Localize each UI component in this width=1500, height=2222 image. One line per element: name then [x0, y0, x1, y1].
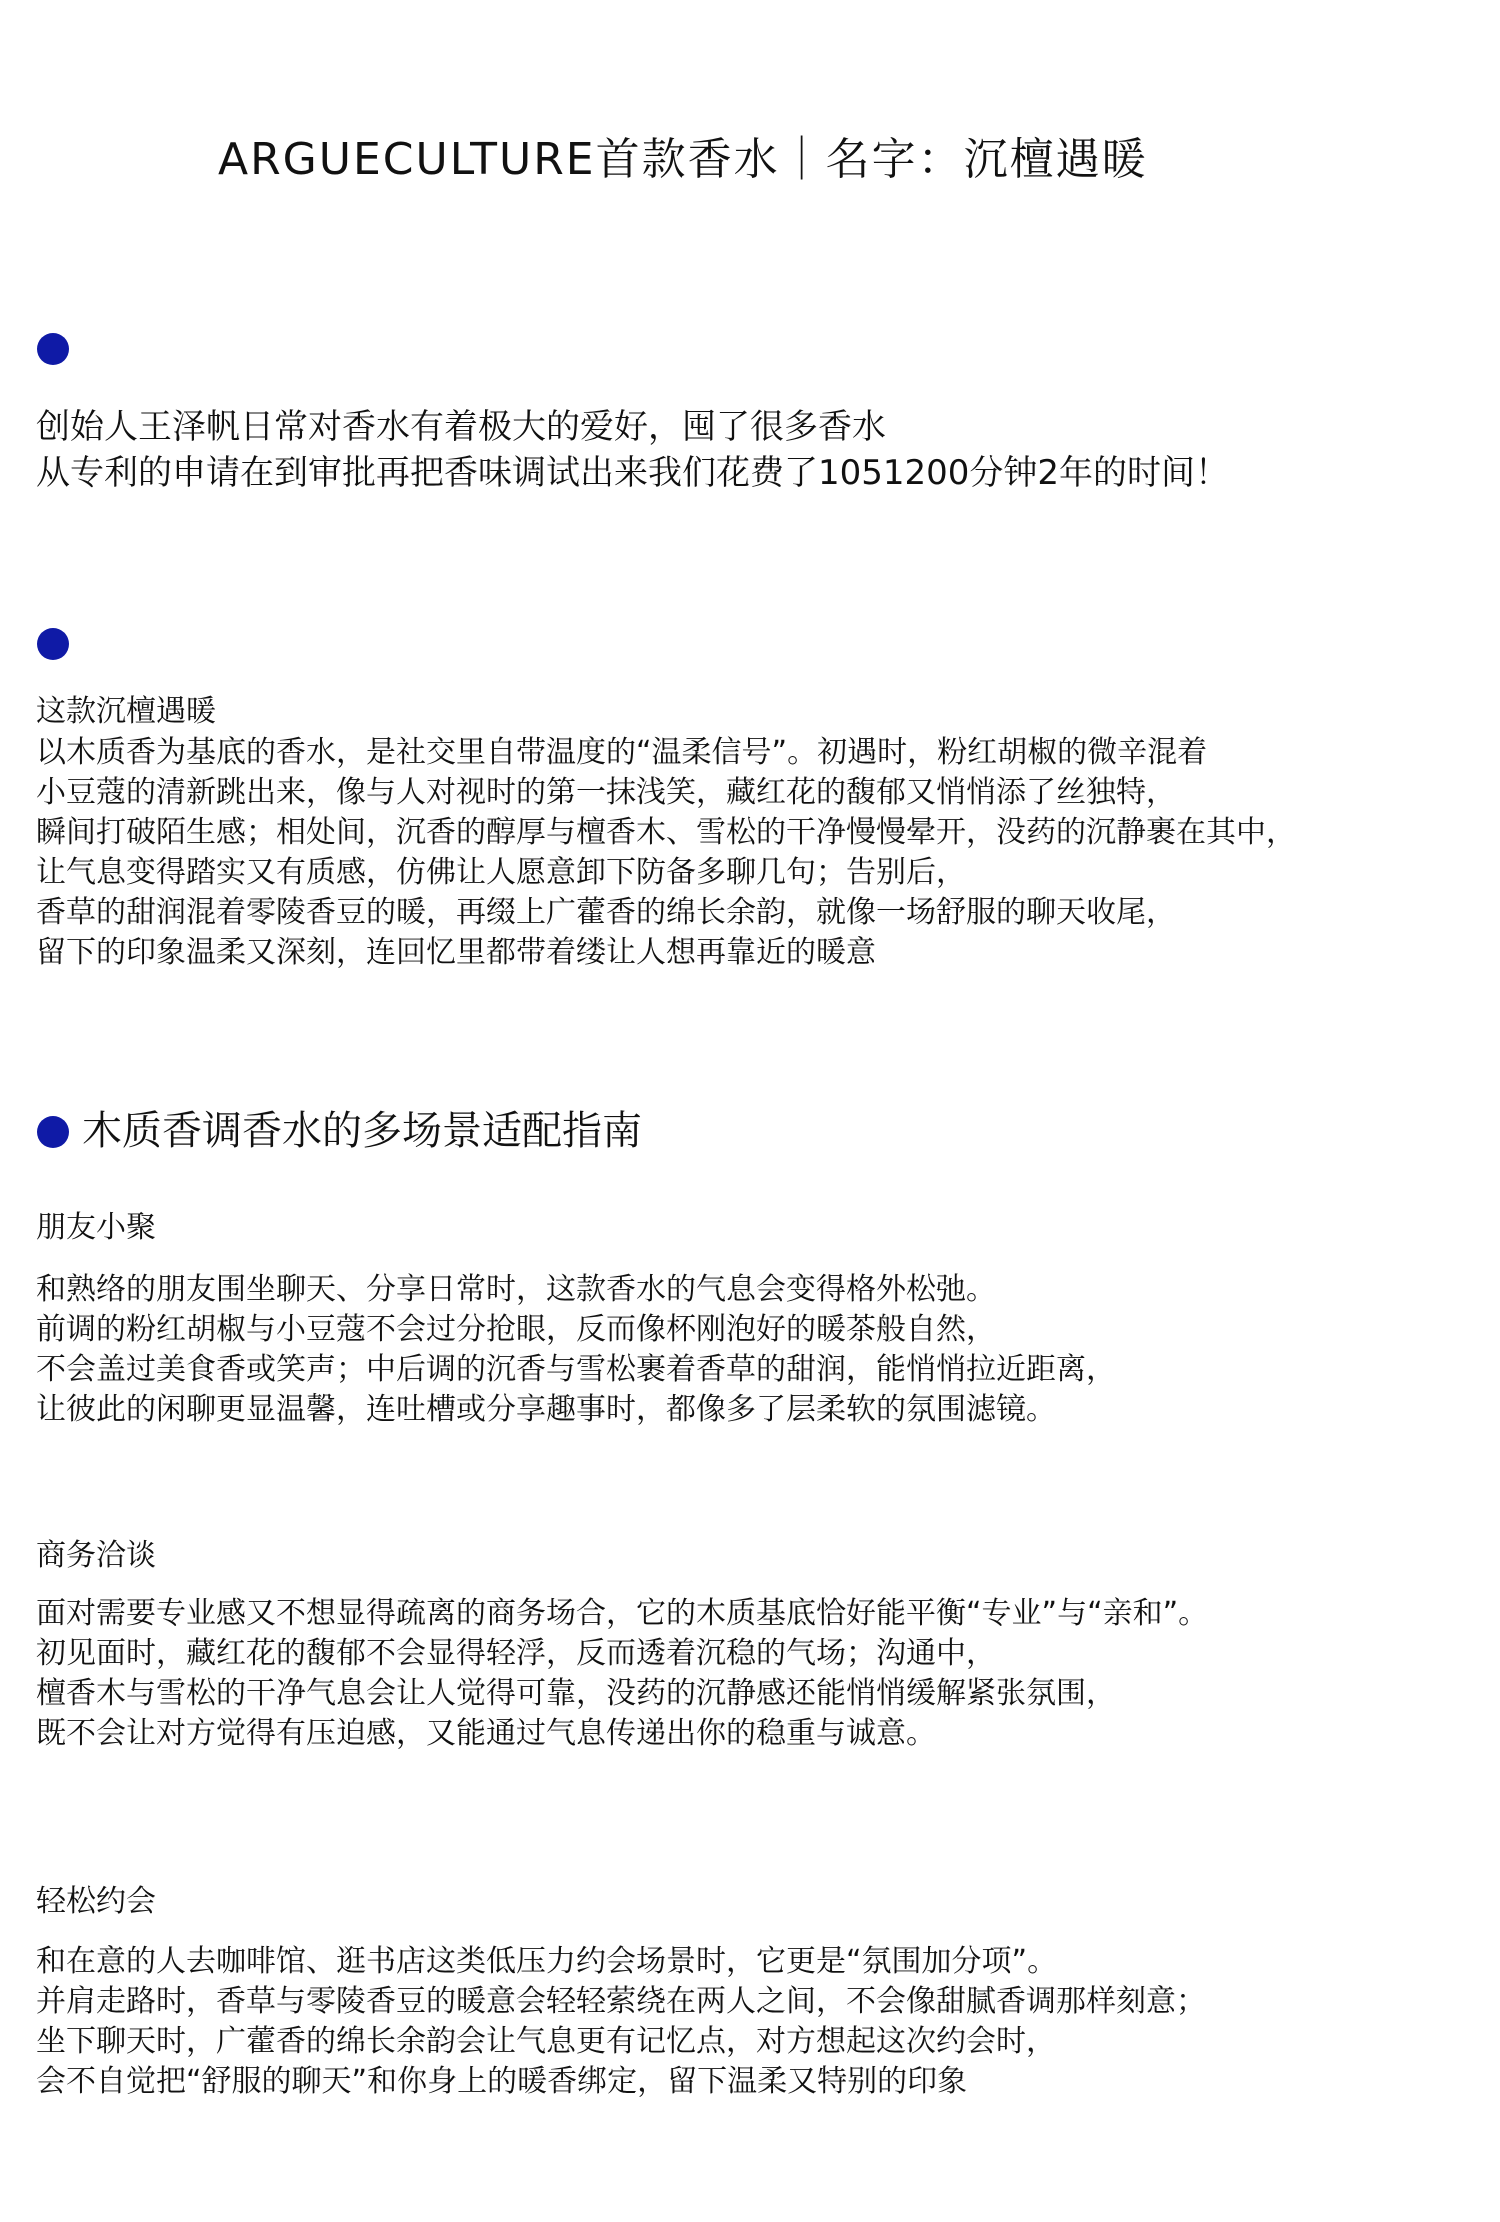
description-heading: 这款沉檀遇暖: [36, 694, 216, 729]
scene-body-business: [36, 1594, 1208, 1754]
scene-line: 前调的粉红胡椒与小豆蔻不会过分抢眼，反而像杯刚泡好的暖茶般自然，: [36, 1312, 996, 1347]
scene-heading-date: 轻松约会: [36, 1884, 156, 1919]
intro-line: 从专利的申请在到审批再把香味调试出来我们花费了1051200分钟2年的时间！: [36, 453, 1230, 493]
scene-body-friends: [36, 1270, 1116, 1430]
scene-line: 檀香木与雪松的干净气息会让人觉得可靠，没药的沉静感还能悄悄缓解紧张氛围，: [36, 1676, 1116, 1711]
founder-intro: [36, 404, 1229, 496]
bullet-dot-icon: [37, 628, 69, 660]
description-line: 小豆蔻的清新跳出来，像与人对视时的第一抹浅笑，藏红花的馥郁又悄悄添了丝独特，: [36, 775, 1176, 810]
intro-line: 创始人王泽帆日常对香水有着极大的爱好，囤了很多香水: [36, 407, 886, 447]
scene-line: 让彼此的闲聊更显温馨，连吐槽或分享趣事时，都像多了层柔软的氛围滤镜。: [36, 1392, 1056, 1427]
description-line: 留下的印象温柔又深刻，连回忆里都带着缕让人想再靠近的暖意: [36, 935, 876, 970]
scene-line: 既不会让对方觉得有压迫感，又能通过气息传递出你的稳重与诚意。: [36, 1716, 936, 1751]
scene-line: 和熟络的朋友围坐聊天、分享日常时，这款香水的气息会变得格外松弛。: [36, 1272, 996, 1307]
scene-heading-business: 商务洽谈: [36, 1538, 156, 1573]
scene-line: 坐下聊天时，广藿香的绵长余韵会让气息更有记忆点，对方想起这次约会时，: [36, 2024, 1056, 2059]
scene-line: 和在意的人去咖啡馆、逛书店这类低压力约会场景时，它更是“氛围加分项”。: [36, 1944, 1058, 1979]
scene-line: 初见面时，藏红花的馥郁不会显得轻浮，反而透着沉稳的气场；沟通中，: [36, 1636, 996, 1671]
scene-line: 面对需要专业感又不想显得疏离的商务场合，它的木质基底恰好能平衡“专业”与“亲和”。: [36, 1596, 1209, 1631]
scene-heading-friends: 朋友小聚: [36, 1210, 156, 1245]
guide-title: 木质香调香水的多场景适配指南: [82, 1108, 642, 1154]
page-title: ARGUECULTURE首款香水｜名字：沉檀遇暖: [218, 134, 1148, 185]
scene-body-date: [36, 1942, 1206, 2102]
description-line: 香草的甜润混着零陵香豆的暖，再缀上广藿香的绵长余韵，就像一场舒服的聊天收尾，: [36, 895, 1176, 930]
description-line: 瞬间打破陌生感；相处间，沉香的醇厚与檀香木、雪松的干净慢慢晕开，没药的沉静裹在其中，: [36, 815, 1296, 850]
scene-line: 会不自觉把“舒服的聊天”和你身上的暖香绑定，留下温柔又特别的印象: [36, 2064, 968, 2099]
scene-line: 并肩走路时，香草与零陵香豆的暖意会轻轻萦绕在两人之间，不会像甜腻香调那样刻意；: [36, 1984, 1206, 2019]
bullet-dot-icon: [37, 1116, 69, 1148]
scene-line: 不会盖过美食香或笑声；中后调的沉香与雪松裹着香草的甜润，能悄悄拉近距离，: [36, 1352, 1116, 1387]
description-line: 以木质香为基底的香水，是社交里自带温度的“温柔信号”。初遇时，粉红胡椒的微辛混着: [36, 735, 1208, 770]
description-line: 让气息变得踏实又有质感，仿佛让人愿意卸下防备多聊几句；告别后，: [36, 855, 966, 890]
description-body: [36, 733, 1296, 973]
bullet-dot-icon: [37, 333, 69, 365]
